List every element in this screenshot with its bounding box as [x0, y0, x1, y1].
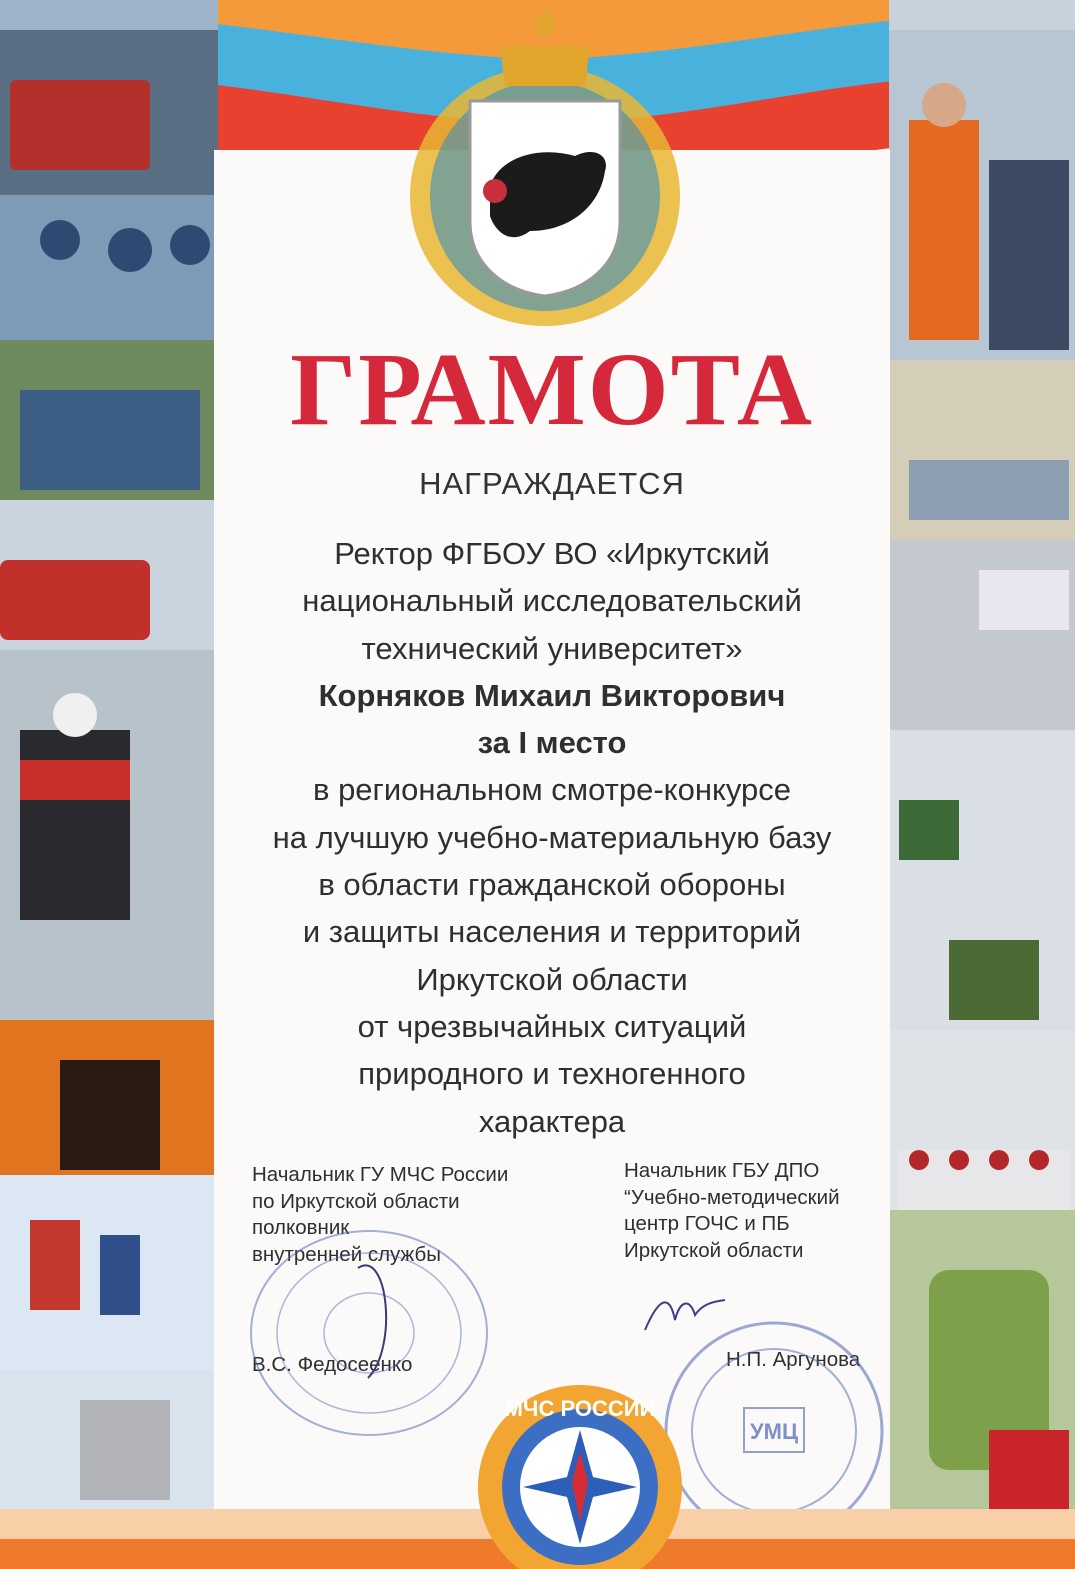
signatory-line: “Учебно-методический [624, 1185, 840, 1209]
reason-line: в региональном смотре-конкурсе [312, 772, 791, 808]
mchs-emblem-icon [475, 1382, 685, 1569]
coat-of-arms-icon [400, 6, 690, 336]
signatory-line: внутренней службы [252, 1242, 441, 1266]
signatory-line: Начальник ГУ МЧС России [252, 1163, 509, 1186]
left-photo-collage [0, 0, 218, 1569]
signatory-line: центр ГОЧС и ПБ [624, 1212, 790, 1235]
emblem-text: МЧС РОССИИ [504, 1396, 656, 1421]
recipient-name: Корняков Михаил Викторович [318, 677, 786, 713]
reason-line: от чрезвычайных ситуаций [357, 1008, 747, 1044]
reason-line: Иркутской области [416, 961, 688, 997]
left-photo-column [0, 0, 218, 1569]
body-line: технический университет» [361, 630, 743, 666]
right-signatory-name: Н.П. Аргунова [726, 1348, 861, 1371]
reason-line: природного и техногенного [358, 1056, 746, 1092]
signatory-line: по Иркутской области [252, 1189, 460, 1213]
reason-line: характера [478, 1103, 626, 1139]
certificate-body [214, 530, 890, 1145]
signatory-line: полковник [252, 1216, 350, 1239]
reason-line: на лучшую учебно-материальную базу [272, 819, 832, 855]
awarded-label: НАГРАЖДАЕТСЯ [419, 466, 685, 501]
right-photo-collage [889, 0, 1075, 1569]
right-photo-column [889, 0, 1075, 1569]
body-line: национальный исследовательский [302, 583, 802, 619]
right-signatory-title [624, 1158, 840, 1264]
certificate-title: ГРАМОТА [290, 332, 814, 447]
left-stamp-icon [248, 1228, 490, 1438]
signatory-line: Иркутской области [624, 1238, 804, 1262]
reason-line: в области гражданской обороны [318, 867, 786, 903]
left-signatory-name: В.С. Федосеенко [252, 1353, 413, 1376]
reason-line: и защиты населения и территорий [302, 914, 802, 950]
signatory-line: Начальник ГБУ ДПО [624, 1159, 820, 1182]
body-line: Ректор ФГБОУ ВО «Иркутский [334, 536, 770, 571]
stamp-text: УМЦ [749, 1419, 799, 1444]
place-label: за I место [477, 725, 627, 761]
